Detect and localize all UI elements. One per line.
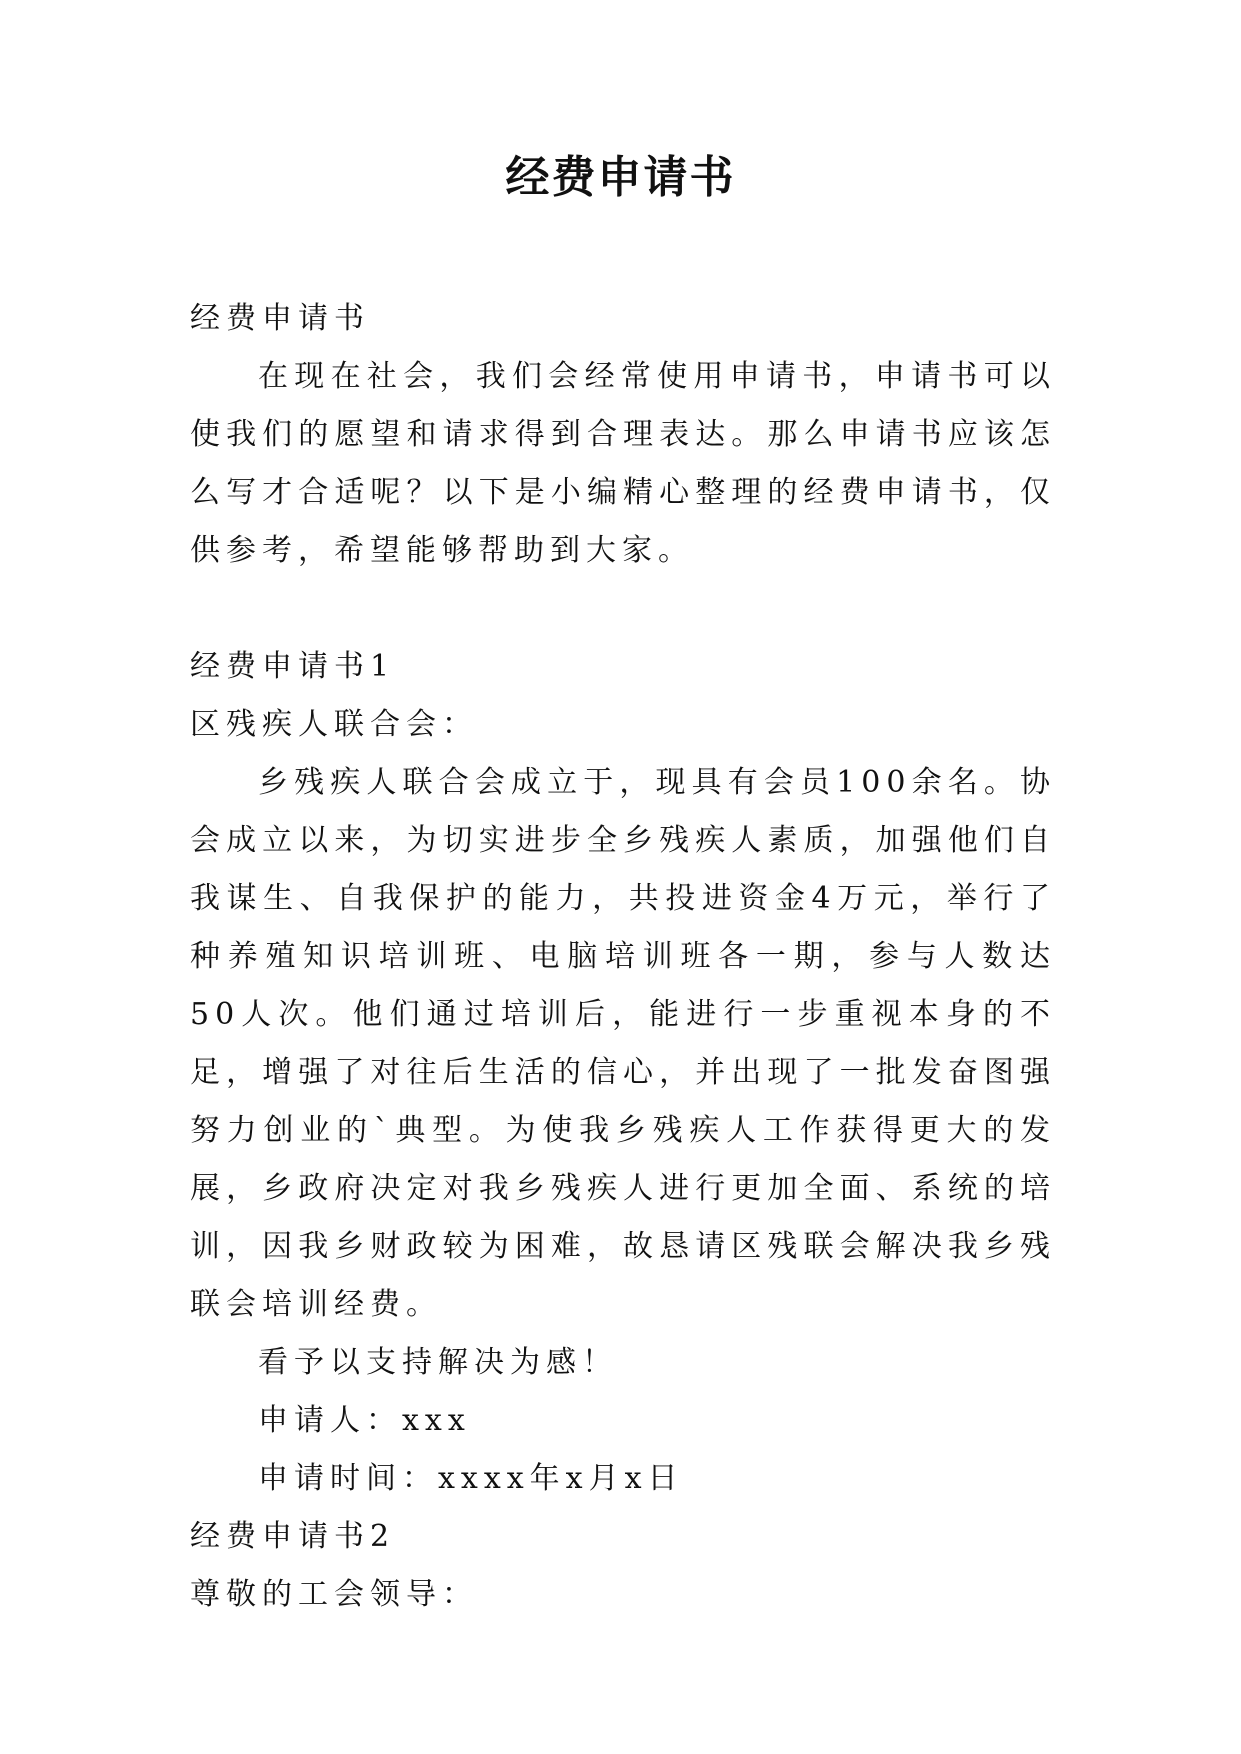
section-1-date: 申请时间：xxxx年x月x日 xyxy=(258,1461,684,1496)
section-1-body: 乡残疾人联合会成立于，现具有会员100余名。协会成立以来，为切实进步全乡残疾人素质，加强他们自我谋生、自我保护的能力，共投进资金4万元，举行了种养殖知识培训班、电脑培训班各一期，参与人数达50人次。他们通过培训后，能进行一步重视本身的不足，增强了对往后生活的信心，并出现了一批发奋图强努力创业的`典型。为使我乡残疾人工作获得更大的发展，乡政府决定对我乡残疾人进行更加全面、系统的培训，因我乡财政较为困难，故恳请区残联会解决我乡残联会培训经费。 xyxy=(190,765,1056,1322)
section-1-closing: 看予以支持解决为感！ xyxy=(258,1345,618,1380)
subheading: 经费申请书 xyxy=(190,301,370,336)
section-2-heading: 经费申请书2 xyxy=(190,1519,396,1554)
paragraph-gap xyxy=(190,580,1056,638)
section-1-salutation: 区残疾人联合会： xyxy=(190,707,478,742)
section-1-heading: 经费申请书1 xyxy=(190,649,396,684)
section-1-applicant: 申请人：xxx xyxy=(258,1403,471,1438)
document-body xyxy=(190,290,1056,1624)
section-2-salutation: 尊敬的工会领导： xyxy=(190,1577,478,1612)
document-title: 经费申请书 xyxy=(505,152,736,203)
intro-paragraph: 在现在社会，我们会经常使用申请书，申请书可以使我们的愿望和请求得到合理表达。那么申请书应该怎么写才合适呢？以下是小编精心整理的经费申请书，仅供参考，希望能够帮助到大家。 xyxy=(190,359,1056,568)
